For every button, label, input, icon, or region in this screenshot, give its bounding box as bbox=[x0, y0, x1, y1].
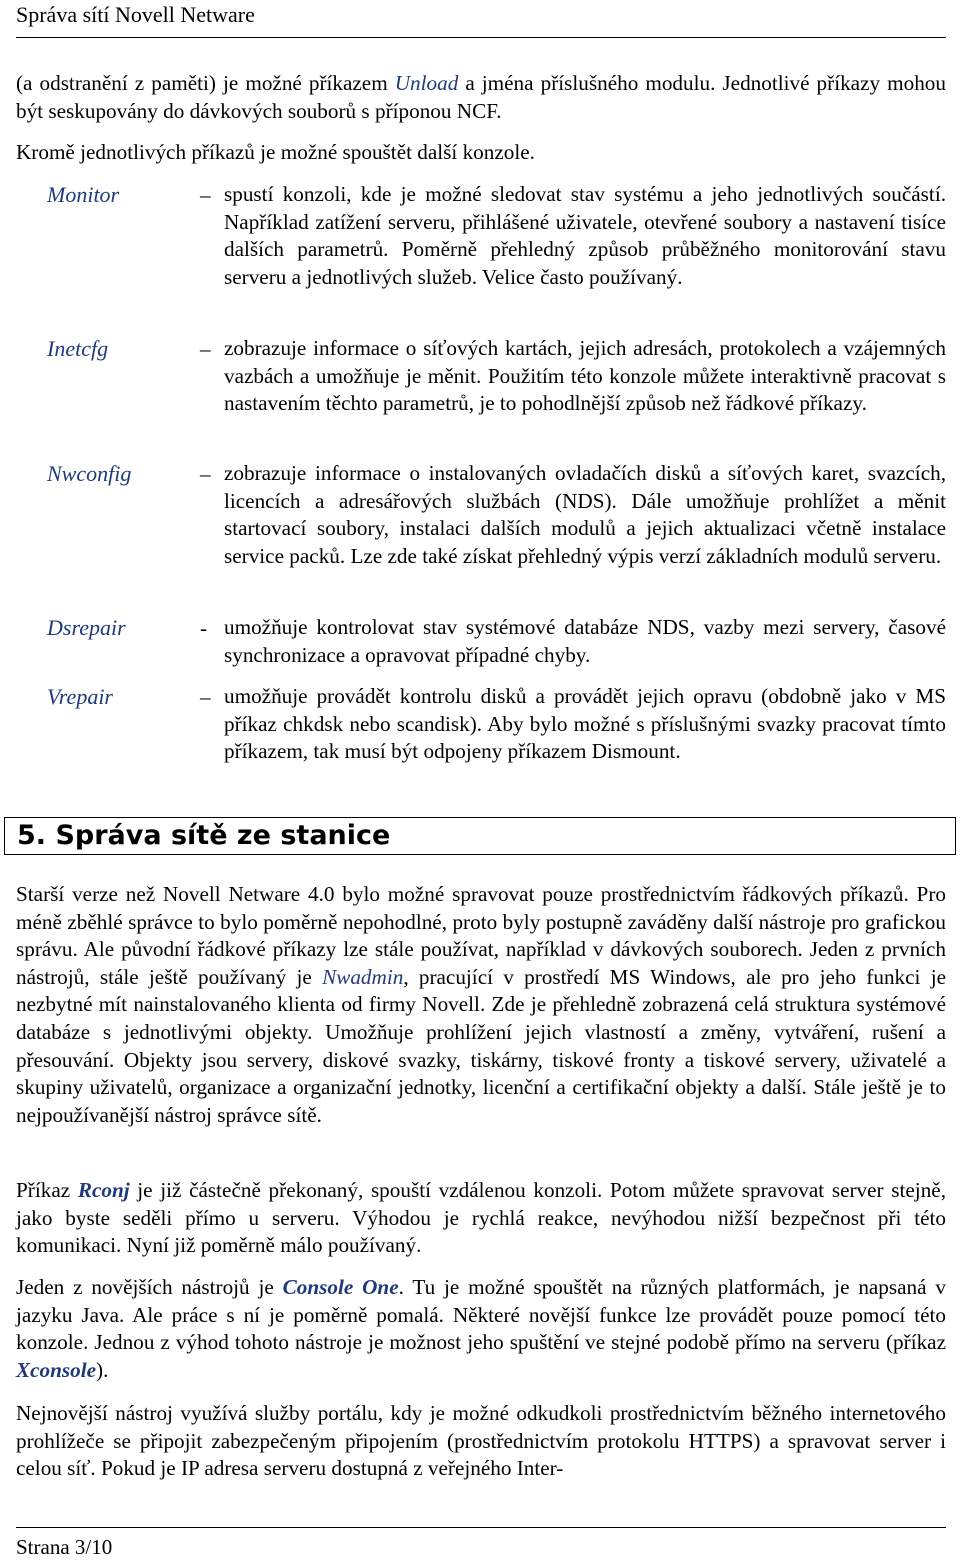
definition-dash: – bbox=[200, 183, 211, 207]
definition-nwconfig: zobrazuje informace o instalovaných ovladačích disků a síťových karet, svazcích, licencích a adresářových službách (NDS). Dále umožňuje prohlížet a měnit startovací soubory, instalaci dalších modulů a jejich aktualizaci včetně instalace service packů. Lze zde také získat přehledný výpis verzí základních modulů serveru. bbox=[224, 461, 946, 568]
page-number: Strana 3/10 bbox=[16, 1535, 113, 1559]
term-vrepair: Vrepair bbox=[47, 684, 113, 709]
body-text: , pracující v prostředí MS Windows, ale pro jeho funkci je nezbytné mít nainstalovaného klienta od firmy Novell. Zde je přehledně zobrazená celá struktura systémové databáze s jednotlivými objekty. Umožňuje prohlížení jejich vlastností a změny, vytváření, rušení a přesouvání. Objekty jsou servery, diskové svazky, tiskárny, tiskové fronty a tiskové servery, uživatelé a skupiny uživatelů, organizace a organizační jednotky, licenční a certifikační objekty a další. Stále ještě je to nejpoužívanější nástroj správce sítě. bbox=[16, 964, 946, 1127]
definition-dash: – bbox=[200, 462, 211, 486]
keyword-rconj: Rconj bbox=[77, 1178, 130, 1202]
body-text: ). bbox=[96, 1357, 109, 1382]
body-paragraph-4: Nejnovější nástroj využívá služby portálu, kdy je možné odkudkoli prostřednictvím běžného internetového prohlížeče se připojit zabezpečeným připojením (prostřednictvím protokolu HTTPS) a spravovat server i celou síť. Pokud je IP adresa serveru dostupná z veřejného Inter- bbox=[16, 1401, 946, 1481]
body-text: Jeden z novějších nástrojů je bbox=[16, 1275, 283, 1299]
keyword-console-one: Console One bbox=[282, 1275, 399, 1299]
keyword-unload: Unload bbox=[394, 71, 459, 95]
body-paragraph-1 bbox=[16, 881, 946, 1129]
definition-dsrepair: umožňuje kontrolovat stav systémové databáze NDS, vazby mezi servery, časové synchronizace a opravovat případné chyby. bbox=[224, 615, 946, 667]
intro-text: (a odstranění z paměti) je možné příkazem bbox=[16, 71, 395, 95]
body-text: . Tu je možné spouštět na různých platformách, je napsaná v jazyku Java. Ale práce s ní je poměrně pomalá. Některé novější funkce lze provádět pouze pomocí této konzole. Jednou z výhod tohoto nástroje je možnost jeho spuštění ve stejné podobě přímo na serveru (příkaz bbox=[16, 1275, 946, 1355]
intro-text: a jména příslušného modulu. Jednotlivé příkazy mohou být seskupovány do dávkových souborů s příponou NCF. bbox=[16, 71, 946, 123]
term-monitor: Monitor bbox=[47, 182, 120, 207]
body-text: Příkaz bbox=[16, 1178, 78, 1202]
definition-dash: - bbox=[200, 616, 208, 640]
intro-paragraph-1 bbox=[16, 70, 946, 125]
body-text: Starší verze než Novell Netware 4.0 bylo možné spravovat pouze prostřednictvím řádkových příkazů. Pro méně zběhlé správce to bylo poměrně nepohodlné, proto byly postupně zaváděny další nástroje pro grafickou správu. Ale původní řádkové příkazy lze stále používat, například v dávkových souborech. Jeden z prvních nástrojů, stále ještě používaný je bbox=[16, 882, 946, 989]
body-paragraph-2 bbox=[16, 1177, 946, 1260]
definition-vrepair: umožňuje provádět kontrolu disků a provádět jejich opravu (obdobně jako v MS příkaz chkdsk nebo scandisk). Aby bylo možné s příslušnými svazky pracovat tímto příkazem, tak musí být odpojeny příkazem Dismount. bbox=[224, 684, 946, 764]
body-text: je již částečně překonaný, spouští vzdálenou konzoli. Potom můžete spravovat server stejně, jako byste seděli přímo u serveru. Výhodou je rychlá reakce, nevýhodou nižší bezpečnost při této komunikaci. Nyní již poměrně málo používaný. bbox=[16, 1178, 946, 1258]
term-nwconfig: Nwconfig bbox=[47, 461, 132, 486]
keyword-xconsole: Xconsole bbox=[16, 1357, 97, 1382]
keyword-nwadmin: Nwadmin bbox=[322, 964, 404, 989]
page-footer bbox=[16, 1527, 946, 1562]
intro-paragraph-2: Kromě jednotlivých příkazů je možné spouštět další konzole. bbox=[16, 140, 535, 164]
definition-dash: – bbox=[200, 685, 211, 709]
term-inetcfg: Inetcfg bbox=[47, 336, 109, 361]
definition-monitor: spustí konzoli, kde je možné sledovat stav systému a jeho jednotlivých součástí. Například zatížení serveru, přihlášené uživatele, otevřené soubory a nastavení tisíce dalších parametrů. Poměrně přehledný způsob průběžného monitorování stavu serveru a jednotlivých služeb. Velice často používaný. bbox=[224, 182, 946, 289]
section-heading: 5. Správa sítě ze stanice bbox=[4, 817, 956, 855]
definition-dash: – bbox=[200, 337, 211, 361]
body-paragraph-3 bbox=[16, 1274, 946, 1384]
term-dsrepair: Dsrepair bbox=[47, 615, 126, 640]
definition-inetcfg: zobrazuje informace o síťových kartách, jejich adresách, protokolech a vzájemných vazbách a umožňuje je měnit. Použitím této konzole můžete interaktivně pracovat s nastavením těchto parametrů, je to pohodlnější způsob než řádkové příkazy. bbox=[224, 336, 946, 416]
running-header bbox=[16, 0, 946, 38]
header-title: Správa sítí Novell Netware bbox=[16, 2, 255, 27]
